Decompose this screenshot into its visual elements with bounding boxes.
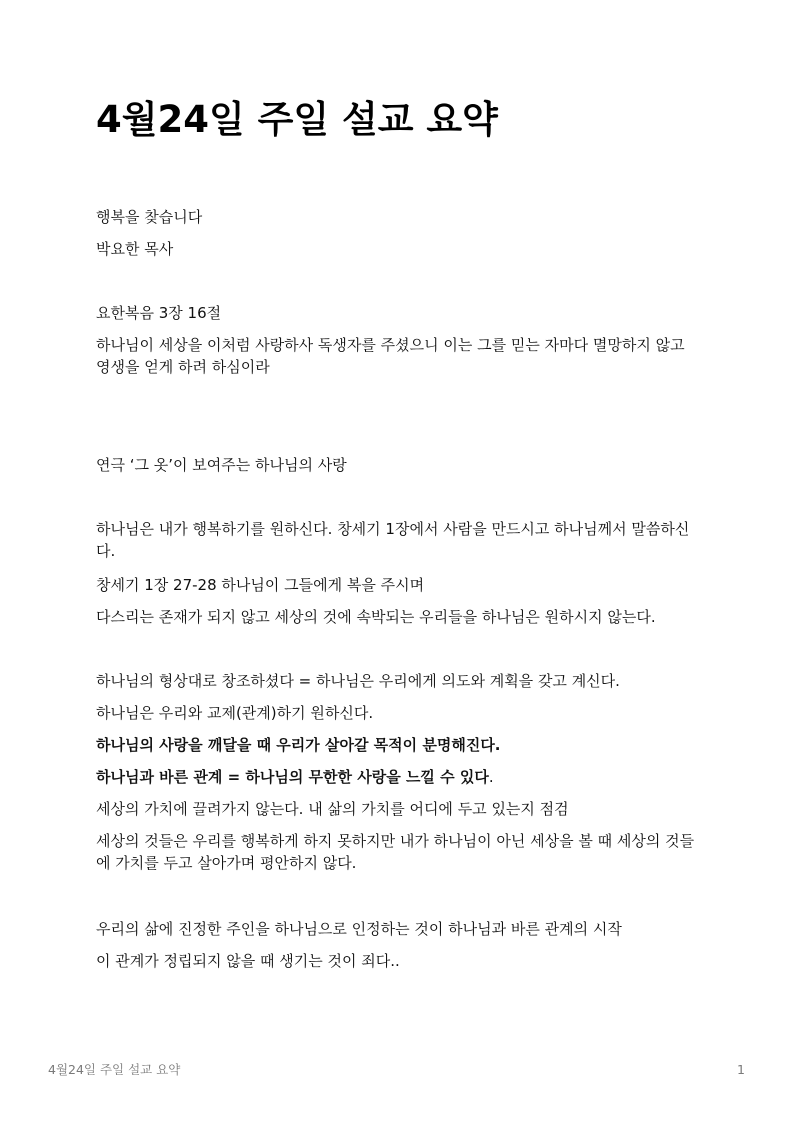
page-title: 4월24일 주일 설교 요약: [96, 98, 498, 141]
preacher-name: 박요한 목사: [96, 240, 174, 258]
paragraph-5: 하나님은 우리와 교제(관계)하기 원하신다.: [96, 704, 374, 722]
scripture-text: 하나님이 세상을 이처럼 사랑하사 독생자를 주셨으니 이는 그를 믿는 자마다 멸망하지 않고 영생을 얻게 하려 하심이라: [96, 336, 685, 376]
paragraph-7: [96, 766, 698, 788]
paragraph-9: 세상의 것들은 우리를 행복하게 하지 못하지만 내가 하나님이 아닌 세상을 볼 때 세상의 것들에 가치를 두고 살아가며 평안하지 않다.: [96, 832, 695, 872]
scripture-reference: 요한복음 3장 16절: [96, 304, 222, 322]
footer-document-title: 4월24일 주일 설교 요약: [48, 1062, 181, 1077]
paragraph-11: 이 관계가 정립되지 않을 때 생기는 것이 죄다..: [96, 952, 400, 970]
paragraph-10: 우리의 삶에 진정한 주인을 하나님으로 인정하는 것이 하나님과 바른 관계의 시작: [96, 920, 622, 938]
play-heading: 연극 ‘그 옷’이 보여주는 하나님의 사랑: [96, 456, 347, 474]
footer-page-number: 1: [737, 1062, 745, 1077]
paragraph-2: 창세기 1장 27-28 하나님이 그들에게 복을 주시며: [96, 576, 425, 594]
paragraph-8: 세상의 가치에 끌려가지 않는다. 내 삶의 가치를 어디에 두고 있는지 점검: [96, 800, 569, 818]
paragraph-3: 다스리는 존재가 되지 않고 세상의 것에 속박되는 우리들을 하나님은 원하시지 않는다.: [96, 608, 656, 626]
sermon-title: 행복을 찾습니다: [96, 208, 203, 226]
paragraph-6-bold: 하나님의 사랑을 깨달을 때 우리가 살아갈 목적이 분명해진다.: [96, 736, 501, 754]
paragraph-1: 하나님은 내가 행복하기를 원하신다. 창세기 1장에서 사람을 만드시고 하나님께서 말씀하신다.: [96, 520, 690, 560]
paragraph-7-bold: 하나님과 바른 관계 = 하나님의 무한한 사랑을 느낄 수 있다: [96, 768, 489, 786]
paragraph-4: 하나님의 형상대로 창조하셨다 = 하나님은 우리에게 의도와 계획을 갖고 계신다.: [96, 672, 620, 690]
paragraph-7-tail: .: [488, 768, 494, 786]
